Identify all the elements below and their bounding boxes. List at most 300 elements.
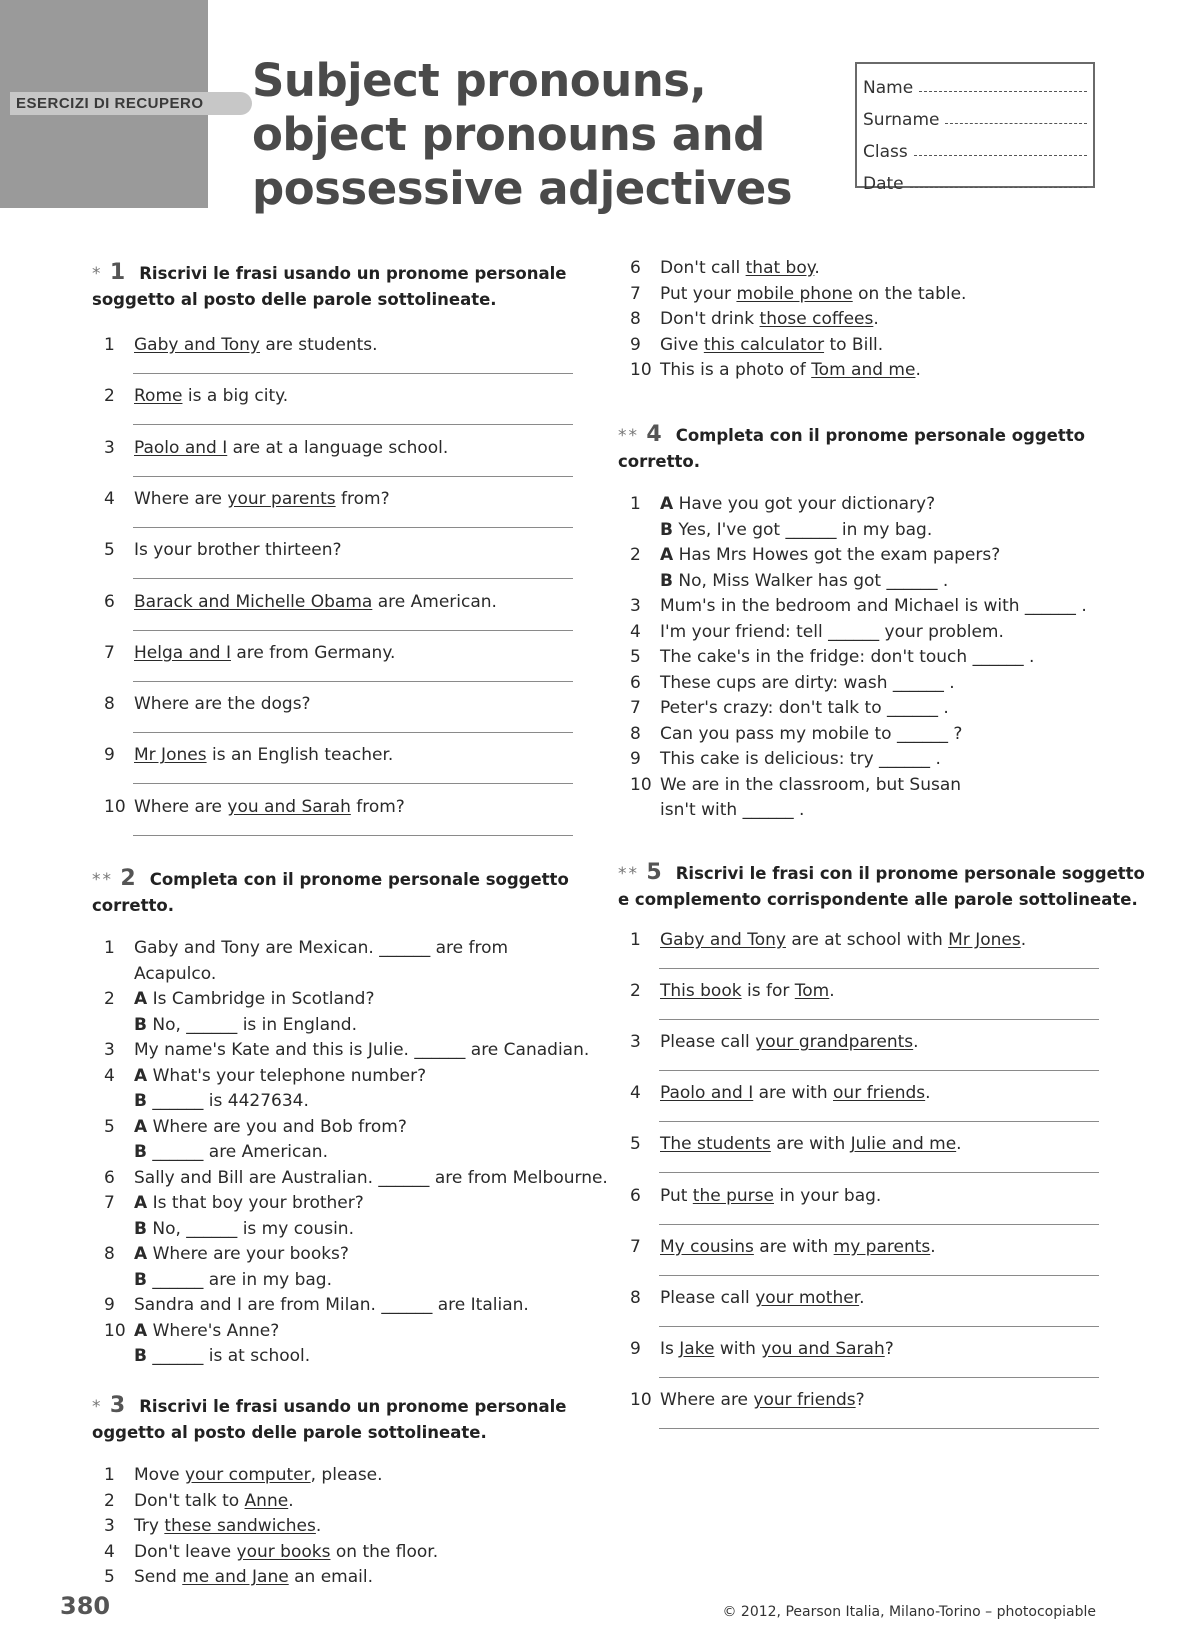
answer-line[interactable] xyxy=(133,527,573,528)
underlined-words: the purse xyxy=(692,1185,774,1206)
item-text xyxy=(134,1038,589,1064)
sentence-text: Put xyxy=(660,1185,693,1206)
item-text xyxy=(134,1293,529,1319)
answer-line[interactable] xyxy=(133,578,573,579)
sentence-text: The cake's in the fridge: don't touch ______ . xyxy=(660,647,1035,667)
sentence-text: Mum's in the bedroom and Michael is with ______ . xyxy=(660,596,1087,616)
underlined-words: your friends xyxy=(753,1389,856,1410)
answer-line[interactable] xyxy=(133,835,573,836)
sentence-text: What's your telephone number? xyxy=(147,1065,427,1086)
speaker-label: B xyxy=(660,570,673,591)
item-number: 3 xyxy=(104,1516,115,1536)
item-number: 3 xyxy=(104,437,115,458)
answer-line[interactable] xyxy=(659,1019,1099,1020)
underlined-words: Mr Jones xyxy=(134,745,207,766)
underlined-words: Helga and I xyxy=(134,642,231,663)
instruction-line-1: Completa con il pronome personale soggetto xyxy=(149,870,569,889)
underlined-words: Barack and Michelle Obama xyxy=(134,591,373,612)
underlined-words: Paolo and I xyxy=(660,1083,754,1104)
sentence-text: . xyxy=(859,1287,865,1308)
underlined-words: this calculator xyxy=(703,334,825,355)
sentence-text: are American. xyxy=(372,591,497,612)
item-number: 5 xyxy=(104,1116,115,1137)
underlined-words: Tom and me xyxy=(811,360,916,380)
sentence-text: ______ is at school. xyxy=(146,1346,311,1366)
answer-line[interactable] xyxy=(133,630,573,631)
underlined-words: your books xyxy=(236,1541,331,1562)
sentence-text: Where are your books? xyxy=(147,1244,349,1264)
item-number: 8 xyxy=(104,694,115,715)
difficulty-stars: * xyxy=(92,264,110,284)
item-number: 9 xyxy=(104,745,115,766)
sentence-text: . xyxy=(288,1490,294,1511)
sentence-text: Don't drink xyxy=(660,309,760,329)
item-text xyxy=(660,620,1004,646)
underlined-words: your parents xyxy=(227,488,336,509)
sentence-text: Send xyxy=(134,1567,183,1587)
sentence-text: . xyxy=(873,309,879,329)
underlined-words: mobile phone xyxy=(736,283,853,304)
sentence-text: ______ are in my bag. xyxy=(146,1269,333,1290)
item-number: 2 xyxy=(104,989,115,1009)
item-text xyxy=(134,1013,357,1039)
item-text xyxy=(134,1115,407,1141)
item-text xyxy=(134,436,448,462)
answer-line[interactable] xyxy=(659,968,1099,969)
difficulty-stars: ** xyxy=(618,426,647,446)
item-number: 1 xyxy=(630,494,641,514)
speaker-label: B xyxy=(134,1269,147,1290)
sentence-text: I'm your friend: tell ______ your problem. xyxy=(660,621,1004,642)
item-number: 8 xyxy=(630,1287,641,1308)
sentence-text: We are in the classroom, but Susan xyxy=(660,774,962,795)
item-text xyxy=(134,1463,383,1489)
answer-line[interactable] xyxy=(659,1172,1099,1173)
sentence-text: on the floor. xyxy=(330,1541,439,1562)
instruction-line-2: soggetto al posto delle parole sottolineate. xyxy=(92,290,497,309)
sentence-text: Don't talk to xyxy=(134,1490,245,1511)
answer-line[interactable] xyxy=(659,1121,1099,1122)
sentence-text: This is a photo of xyxy=(660,360,812,380)
sentence-text: Where are xyxy=(660,1389,754,1410)
sentence-text: No, ______ is my cousin. xyxy=(146,1218,354,1239)
instruction-line-1: Riscrivi le frasi con il pronome personale soggetto xyxy=(675,864,1145,883)
sentence-text: is a big city. xyxy=(182,386,289,407)
sentence-text: are from Germany. xyxy=(230,642,396,663)
sentence-text: . xyxy=(915,360,921,380)
sentence-text: Don't leave xyxy=(134,1541,237,1562)
answer-line[interactable] xyxy=(133,476,573,477)
item-text xyxy=(660,696,949,722)
item-text xyxy=(134,487,390,513)
item-number: 10 xyxy=(104,796,126,817)
instruction-line-2: e complemento corrispondente alle parole sottolineate. xyxy=(618,890,1138,909)
underlined-words: Gaby and Tony xyxy=(134,335,260,355)
instruction-line-2: corretto. xyxy=(92,896,174,915)
sentence-text: Put your xyxy=(660,283,737,304)
item-number: 2 xyxy=(630,545,641,565)
underlined-words: these sandwiches xyxy=(164,1516,316,1536)
underlined-words: that boy xyxy=(745,258,815,278)
item-number: 1 xyxy=(630,930,641,950)
sentence-text: to Bill. xyxy=(824,334,884,355)
sentence-text: from? xyxy=(350,796,405,817)
underlined-words: those coffees xyxy=(759,309,874,329)
item-number: 8 xyxy=(630,309,641,329)
item-number: 6 xyxy=(630,1185,641,1206)
answer-line[interactable] xyxy=(133,373,573,374)
item-text xyxy=(134,641,395,667)
date-field[interactable] xyxy=(863,162,1087,194)
underlined-words: Anne xyxy=(244,1490,289,1511)
item-number: 2 xyxy=(104,386,115,407)
sentence-text: . xyxy=(1020,930,1027,950)
speaker-label: A xyxy=(134,1116,148,1137)
item-number: 8 xyxy=(630,723,641,744)
section-tab: ESERCIZI DI RECUPERO xyxy=(10,92,252,115)
item-text xyxy=(660,358,921,384)
student-info-box xyxy=(855,62,1095,194)
sentence-text: Is xyxy=(660,1338,680,1359)
item-number: 8 xyxy=(104,1244,115,1264)
sentence-text: Try xyxy=(134,1516,165,1536)
item-text xyxy=(134,962,216,988)
item-text xyxy=(660,1184,881,1210)
item-text xyxy=(134,1319,279,1345)
item-text xyxy=(134,538,342,564)
item-number: 7 xyxy=(630,698,641,718)
difficulty-stars: * xyxy=(92,1397,110,1417)
item-number: 4 xyxy=(104,1065,115,1086)
difficulty-stars: ** xyxy=(92,870,121,890)
item-number: 10 xyxy=(630,360,652,380)
instruction-line-2: oggetto al posto delle parole sottolineate. xyxy=(92,1423,487,1442)
exercise-number: 5 xyxy=(646,860,662,885)
underlined-words: you and Sarah xyxy=(761,1338,885,1359)
exercise-number: 2 xyxy=(120,866,136,891)
item-number: 9 xyxy=(630,749,641,769)
item-text xyxy=(660,333,883,359)
exercise-number: 3 xyxy=(109,1393,126,1418)
underlined-words: Tom xyxy=(794,981,830,1002)
answer-line[interactable] xyxy=(133,783,573,784)
item-text xyxy=(134,1140,328,1166)
sentence-text: ______ is 4427634. xyxy=(146,1091,309,1111)
item-text xyxy=(660,928,1026,954)
item-number: 3 xyxy=(104,1040,115,1060)
instruction-line-2: corretto. xyxy=(618,452,700,471)
item-text xyxy=(660,1337,894,1363)
item-text xyxy=(134,692,311,718)
item-text xyxy=(134,590,497,616)
item-text xyxy=(134,1217,354,1243)
sentence-text: ______ are American. xyxy=(146,1142,328,1162)
sentence-text: . xyxy=(925,1083,931,1104)
item-text xyxy=(660,543,1000,569)
item-number: 4 xyxy=(630,621,641,642)
instruction-line-1: Riscrivi le frasi usando un pronome personale xyxy=(139,264,567,283)
underlined-words: our friends xyxy=(833,1083,926,1104)
sentence-text: This cake is delicious: try ______ . xyxy=(660,749,941,769)
sentence-text: are with xyxy=(753,1083,834,1104)
answer-line[interactable] xyxy=(659,1070,1099,1071)
underlined-words: your mother xyxy=(755,1287,860,1308)
item-text xyxy=(660,747,941,773)
sentence-text: My name's Kate and this is Julie. ______ are Canadian. xyxy=(134,1040,590,1060)
ex1-title xyxy=(92,260,567,313)
sentence-text: Can you pass my mobile to ______ ? xyxy=(660,723,963,744)
item-text xyxy=(134,743,393,769)
sentence-text: Have you got your dictionary? xyxy=(673,494,936,514)
sentence-text: Please call xyxy=(660,1287,756,1308)
sentence-text: are with xyxy=(753,1236,834,1257)
item-text xyxy=(660,282,966,308)
ex2-title xyxy=(92,866,569,919)
answer-line[interactable] xyxy=(659,1275,1099,1276)
copyright-footer: © 2012, Pearson Italia, Milano-Torino – photocopiable xyxy=(722,1604,1096,1620)
sentence-text: Is that boy your brother? xyxy=(147,1193,364,1213)
sentence-text: Gaby and Tony are Mexican. ______ are from xyxy=(134,938,509,958)
underlined-words: Rome xyxy=(134,386,183,407)
underlined-words: Mr Jones xyxy=(948,930,1021,950)
item-number: 7 xyxy=(630,1236,641,1257)
answer-line[interactable] xyxy=(659,1428,1099,1429)
name-label: Name xyxy=(863,78,914,98)
ex3-title xyxy=(92,1393,567,1446)
ex5-title xyxy=(618,860,1145,913)
item-text xyxy=(134,1489,294,1515)
item-number: 1 xyxy=(104,335,115,355)
sentence-text: an email. xyxy=(288,1567,374,1587)
item-number: 3 xyxy=(630,596,641,616)
sentence-text: Where are xyxy=(134,488,228,509)
item-text xyxy=(134,1268,332,1294)
sentence-text: are at school with xyxy=(785,930,949,950)
item-number: 6 xyxy=(630,258,641,278)
answer-line[interactable] xyxy=(133,424,573,425)
sentence-text: Yes, I've got ______ in my bag. xyxy=(672,519,933,540)
item-number: 4 xyxy=(630,1083,641,1104)
sentence-text: is an English teacher. xyxy=(206,745,394,766)
item-text xyxy=(660,518,932,544)
underlined-words: Gaby and Tony xyxy=(660,930,786,950)
speaker-label: A xyxy=(660,545,674,565)
sentence-text: from? xyxy=(335,488,390,509)
item-number: 4 xyxy=(104,1541,115,1562)
speaker-label: A xyxy=(134,1244,148,1264)
sentence-text: . xyxy=(913,1032,919,1053)
underlined-words: your computer xyxy=(185,1465,311,1485)
speaker-label: B xyxy=(134,1218,147,1239)
item-text xyxy=(134,1191,364,1217)
sentence-text: No, ______ is in England. xyxy=(146,1014,358,1035)
exercise-number: 1 xyxy=(109,260,126,285)
item-number: 9 xyxy=(104,1295,115,1315)
underlined-words: My cousins xyxy=(660,1236,754,1257)
underlined-words: my parents xyxy=(833,1236,931,1257)
item-number: 3 xyxy=(630,1032,641,1053)
speaker-label: A xyxy=(134,989,148,1009)
sentence-text: Give xyxy=(660,334,704,355)
item-number: 7 xyxy=(104,642,115,663)
speaker-label: B xyxy=(134,1091,147,1111)
item-text xyxy=(660,671,955,697)
underlined-words: you and Sarah xyxy=(227,796,351,817)
sentence-text: . xyxy=(814,258,820,278)
item-text xyxy=(134,1166,608,1192)
sentence-text: Is Cambridge in Scotland? xyxy=(147,989,375,1009)
sentence-text: These cups are dirty: wash ______ . xyxy=(660,672,955,693)
speaker-label: B xyxy=(660,519,673,540)
difficulty-stars: ** xyxy=(618,864,647,884)
item-number: 6 xyxy=(104,591,115,612)
sentence-text: with xyxy=(714,1338,762,1359)
underlined-words: Paolo and I xyxy=(134,437,228,458)
speaker-label: B xyxy=(134,1142,147,1162)
item-text xyxy=(660,1235,936,1261)
sentence-text: are at a language school. xyxy=(227,437,449,458)
underlined-words: Jake xyxy=(679,1338,715,1359)
sentence-text: , please. xyxy=(310,1465,383,1485)
item-text xyxy=(134,1540,438,1566)
item-text xyxy=(660,1132,962,1158)
title-line-1: Subject pronouns, xyxy=(252,54,707,107)
item-number: 10 xyxy=(104,1320,126,1341)
sentence-text: Acapulco. xyxy=(134,963,217,984)
answer-line[interactable] xyxy=(133,732,573,733)
instruction-line-1: Riscrivi le frasi usando un pronome personale xyxy=(139,1397,567,1416)
sentence-text: are students. xyxy=(259,335,378,355)
item-text xyxy=(134,795,405,821)
item-text xyxy=(660,569,948,595)
sentence-text: isn't with ______ . xyxy=(660,800,805,820)
item-number: 1 xyxy=(104,1465,115,1485)
title-line-3: possessive adjectives xyxy=(252,162,793,215)
item-text xyxy=(660,1388,865,1414)
sentence-text: Where's Anne? xyxy=(147,1320,280,1341)
item-text xyxy=(134,987,374,1013)
item-number: 6 xyxy=(630,672,641,693)
speaker-label: A xyxy=(134,1320,148,1341)
sentence-text: . xyxy=(829,981,835,1002)
sentence-text: . xyxy=(930,1236,936,1257)
item-text xyxy=(660,645,1034,671)
sentence-text: Where are the dogs? xyxy=(134,694,311,715)
item-number: 7 xyxy=(104,1193,115,1213)
sentence-text: are with xyxy=(770,1134,851,1155)
answer-line[interactable] xyxy=(659,1224,1099,1225)
sentence-text: in your bag. xyxy=(773,1185,882,1206)
item-number: 5 xyxy=(104,1567,115,1587)
underlined-words: your grandparents xyxy=(755,1032,914,1053)
item-text xyxy=(660,979,835,1005)
item-number: 10 xyxy=(630,774,652,795)
item-number: 9 xyxy=(630,1338,641,1359)
item-text xyxy=(134,384,288,410)
sentence-text: Don't call xyxy=(660,258,746,278)
ex4-title xyxy=(618,422,1085,475)
speaker-label: A xyxy=(134,1193,148,1213)
item-text xyxy=(134,1064,426,1090)
sentence-text: Where are xyxy=(134,796,228,817)
sentence-text: Sally and Bill are Australian. ______ are from Melbourne. xyxy=(134,1167,608,1188)
sentence-text: Peter's crazy: don't talk to ______ . xyxy=(660,698,949,718)
item-number: 10 xyxy=(630,1389,652,1410)
item-number: 9 xyxy=(630,334,641,355)
speaker-label: B xyxy=(134,1014,147,1035)
sentence-text: No, Miss Walker has got ______ . xyxy=(672,570,949,591)
answer-line[interactable] xyxy=(133,681,573,682)
sentence-text: Has Mrs Howes got the exam papers? xyxy=(673,545,1001,565)
sentence-text: . xyxy=(315,1516,322,1536)
speaker-label: A xyxy=(660,494,674,514)
title-line-2: object pronouns and xyxy=(252,108,765,161)
name-field[interactable] xyxy=(863,66,1087,98)
item-text xyxy=(660,492,935,518)
sentence-text: Where are you and Bob from? xyxy=(147,1116,407,1137)
item-text xyxy=(134,936,508,962)
exercise-number: 4 xyxy=(646,422,662,447)
answer-line[interactable] xyxy=(659,1377,1099,1378)
page-number: 380 xyxy=(60,1592,111,1620)
item-text xyxy=(660,722,962,748)
item-text xyxy=(660,1286,865,1312)
item-text xyxy=(660,594,1087,620)
item-text xyxy=(660,773,961,799)
item-number: 1 xyxy=(104,938,115,958)
item-number: 6 xyxy=(104,1167,115,1188)
sentence-text: Is your brother thirteen? xyxy=(134,540,342,561)
item-number: 2 xyxy=(630,981,641,1002)
item-number: 7 xyxy=(630,283,641,304)
sentence-text: Move xyxy=(134,1465,185,1485)
item-text xyxy=(134,1565,373,1591)
item-text xyxy=(134,1089,309,1115)
class-field[interactable] xyxy=(863,130,1087,162)
answer-line[interactable] xyxy=(659,1326,1099,1327)
item-number: 5 xyxy=(630,1134,641,1155)
speaker-label: A xyxy=(134,1065,148,1086)
class-label: Class xyxy=(863,142,908,162)
item-text xyxy=(134,1242,349,1268)
item-number: 5 xyxy=(104,540,115,561)
sentence-text: on the table. xyxy=(852,283,967,304)
item-text xyxy=(660,307,879,333)
sentence-text: ? xyxy=(884,1338,894,1359)
item-text xyxy=(134,1514,321,1540)
surname-label: Surname xyxy=(863,110,940,130)
page-title xyxy=(252,54,792,216)
item-number: 5 xyxy=(630,647,641,667)
underlined-words: me and Jane xyxy=(182,1567,289,1587)
date-label: Date xyxy=(863,174,904,194)
surname-field[interactable] xyxy=(863,98,1087,130)
instruction-line-1: Completa con il pronome personale oggetto xyxy=(675,426,1085,445)
sentence-text: Please call xyxy=(660,1032,756,1053)
item-text xyxy=(660,256,820,282)
sentence-text: Sandra and I are from Milan. ______ are Italian. xyxy=(134,1295,529,1315)
item-text xyxy=(134,1344,310,1370)
sentence-text: . xyxy=(956,1134,962,1155)
sentence-text: ? xyxy=(855,1389,865,1410)
item-text xyxy=(134,333,378,359)
item-number: 4 xyxy=(104,488,115,509)
underlined-words: This book xyxy=(660,981,742,1002)
item-text xyxy=(660,1030,919,1056)
item-text xyxy=(660,798,804,824)
sentence-text: is for xyxy=(741,981,795,1002)
item-text xyxy=(660,1081,931,1107)
